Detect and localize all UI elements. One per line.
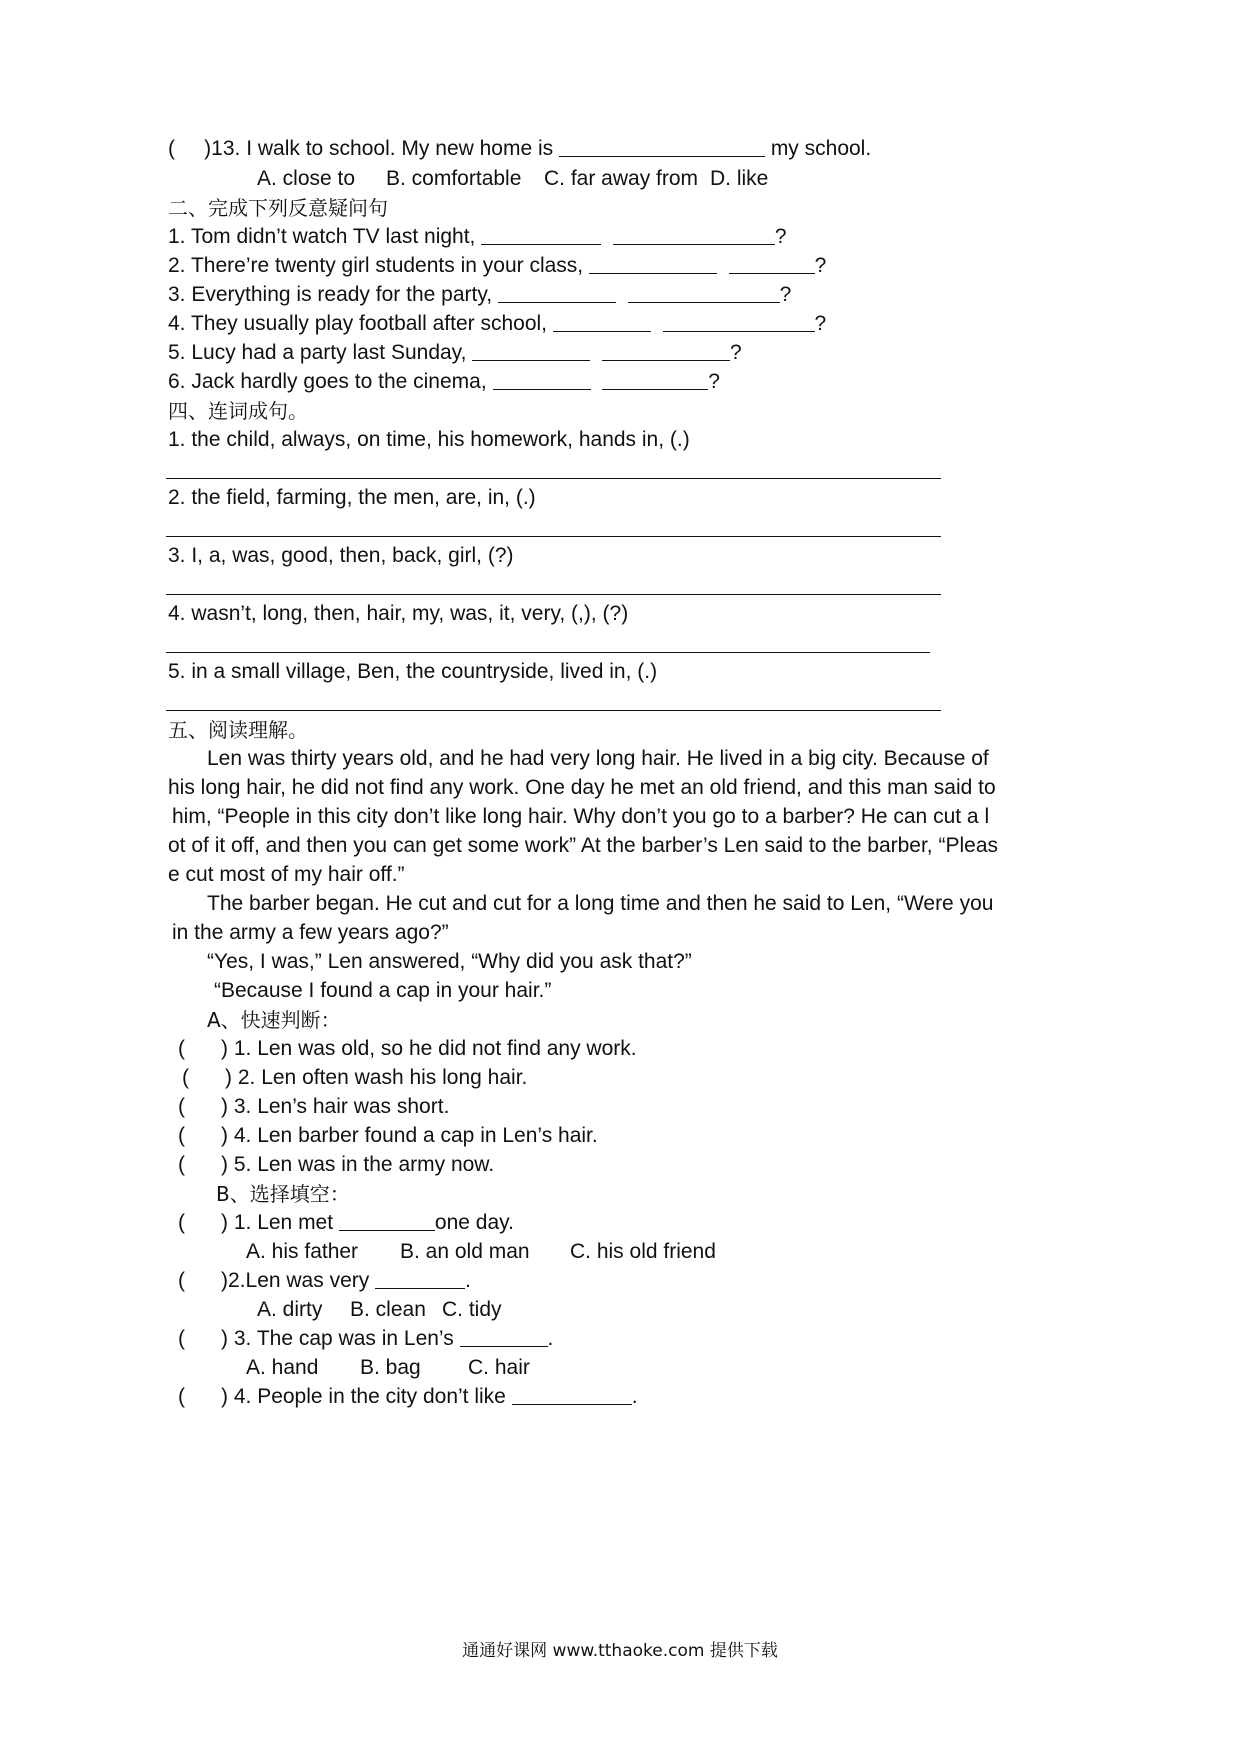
answer-blank[interactable]: [375, 1268, 465, 1289]
choice-1-option-b: B. an old man: [400, 1240, 530, 1263]
choice-stem: 3. The cap was in Len’s: [233, 1327, 460, 1350]
paren-close: ): [221, 1327, 228, 1350]
section-2-title: 二、完成下列反意疑问句: [168, 196, 388, 220]
passage-line-1: Len was thirty years old, and he had very long hair. He lived in a big city. Because of: [207, 747, 989, 770]
choice-3-option-b: B. bag: [360, 1356, 421, 1379]
word-order-item-2: 2. the field, farming, the men, are, in, (.): [168, 486, 536, 509]
answer-blank[interactable]: [493, 369, 591, 390]
answer-line[interactable]: [166, 652, 930, 653]
paren-close: ): [221, 1037, 228, 1060]
answer-line[interactable]: [166, 536, 941, 537]
tag-question-6: [168, 369, 720, 395]
choice-item-3: [178, 1326, 553, 1352]
answer-blank[interactable]: [613, 224, 775, 245]
question-13: [168, 136, 871, 162]
word-order-item-1: 1. the child, always, on time, his homework, hands in, (.): [168, 428, 690, 451]
q13-option-b: B. comfortable: [386, 167, 522, 190]
passage-line-8: “Yes, I was,” Len answered, “Why did you ask that?”: [207, 950, 692, 973]
judge-item-3: [178, 1094, 449, 1120]
question-stem-end: my school.: [764, 137, 872, 160]
paren-close: ): [221, 1385, 228, 1408]
tag-question-text: 5. Lucy had a party last Sunday,: [168, 341, 473, 364]
answer-paren: ( ): [168, 137, 212, 160]
paren-close: ): [225, 1066, 232, 1089]
tag-question-2: [168, 253, 826, 279]
choice-stem-end: .: [547, 1327, 554, 1350]
answer-line[interactable]: [166, 478, 941, 479]
question-mark: ?: [814, 312, 827, 335]
question-mark: ?: [708, 370, 720, 393]
answer-blank[interactable]: [498, 282, 616, 303]
choice-2-option-c: C. tidy: [442, 1298, 502, 1321]
tag-question-text: 6. Jack hardly goes to the cinema,: [168, 370, 493, 393]
question-mark: ?: [774, 225, 787, 248]
paren-close: ): [221, 1269, 228, 1292]
question-stem: 13. I walk to school. My new home is: [211, 137, 559, 160]
tag-question-5: [168, 340, 742, 366]
q13-option-d: D. like: [710, 167, 769, 190]
judge-item-2: [182, 1065, 527, 1091]
tag-question-4: [168, 311, 826, 337]
choice-3-option-a: A. hand: [246, 1356, 319, 1379]
question-mark: ?: [779, 283, 792, 306]
passage-line-4: ot of it off, and then you can get some work” At the barber’s Len said to the barber, “Pleas: [168, 834, 999, 857]
answer-blank[interactable]: [589, 253, 717, 274]
passage-line-5: e cut most of my hair off.”: [168, 863, 405, 886]
answer-blank[interactable]: [472, 340, 590, 361]
choice-2-option-b: B. clean: [350, 1298, 426, 1321]
tag-question-1: [168, 224, 787, 250]
choice-2-option-a: A. dirty: [257, 1298, 323, 1321]
choice-3-option-c: C. hair: [468, 1356, 530, 1379]
paren-open: (: [178, 1124, 185, 1147]
paren-open: (: [178, 1327, 185, 1350]
part-b-title: B、选择填空：: [216, 1182, 350, 1206]
judge-item-4: [178, 1123, 598, 1149]
choice-1-option-c: C. his old friend: [570, 1240, 716, 1263]
choice-stem: 4. People in the city don’t like: [233, 1385, 512, 1408]
answer-blank[interactable]: [628, 282, 780, 303]
paren-open: (: [178, 1153, 185, 1176]
passage-line-9: “Because I found a cap in your hair.”: [214, 979, 552, 1002]
page-footer: 通通好课网 www.tthaoke.com 提供下载: [462, 1641, 778, 1661]
paren-open: (: [178, 1095, 185, 1118]
choice-stem-end: .: [465, 1269, 471, 1292]
paren-close: ): [221, 1095, 228, 1118]
choice-1-option-a: A. his father: [246, 1240, 359, 1263]
paren-close: ): [221, 1153, 228, 1176]
tag-question-3: [168, 282, 791, 308]
paren-close: ): [221, 1211, 228, 1234]
answer-blank[interactable]: [663, 311, 815, 332]
section-4-title: 四、连词成句。: [168, 399, 308, 423]
passage-line-3: him, “People in this city don’t like long hair. Why don’t you go to a barber? He can cut a l: [172, 805, 990, 828]
passage-line-2: his long hair, he did not find any work. One day he met an old friend, and this man said to: [168, 776, 996, 799]
answer-blank[interactable]: [481, 224, 601, 245]
choice-stem-end: .: [631, 1385, 638, 1408]
choice-stem-end: one day.: [434, 1211, 514, 1234]
paren-open: (: [178, 1385, 185, 1408]
judge-text: 4. Len barber found a cap in Len’s hair.: [233, 1124, 598, 1147]
judge-item-1: [178, 1036, 637, 1062]
word-order-item-4: 4. wasn’t, long, then, hair, my, was, it, very, (,), (?): [168, 602, 629, 625]
choice-stem: 2.Len was very: [228, 1269, 376, 1292]
answer-blank[interactable]: [602, 369, 708, 390]
word-order-item-3: 3. I, a, was, good, then, back, girl, (?): [168, 544, 514, 567]
judge-item-5: [178, 1152, 494, 1178]
judge-text: 2. Len often wash his long hair.: [237, 1066, 528, 1089]
paren-open: (: [178, 1211, 185, 1234]
answer-blank[interactable]: [460, 1326, 548, 1347]
part-a-title: A、快速判断：: [207, 1008, 341, 1032]
paren-close: ): [221, 1124, 228, 1147]
paren-open: (: [178, 1037, 185, 1060]
tag-question-text: 4. They usually play football after school,: [168, 312, 553, 335]
answer-blank[interactable]: [602, 340, 730, 361]
section-5-title: 五、阅读理解。: [168, 718, 308, 742]
answer-line[interactable]: [166, 710, 941, 711]
question-mark: ?: [729, 341, 742, 364]
answer-blank[interactable]: [339, 1210, 435, 1231]
answer-blank[interactable]: [729, 253, 815, 274]
tag-question-text: 2. There’re twenty girl students in your class,: [168, 254, 589, 277]
choice-item-1: [178, 1210, 514, 1236]
word-order-item-5: 5. in a small village, Ben, the countryside, lived in, (.): [168, 660, 658, 683]
choice-item-4: [178, 1384, 638, 1410]
paren-open: (: [178, 1269, 185, 1292]
answer-blank[interactable]: [553, 311, 651, 332]
tag-question-text: 3. Everything is ready for the party,: [168, 283, 498, 306]
q13-option-c: C. far away from: [544, 167, 699, 190]
answer-blank[interactable]: [559, 136, 765, 157]
choice-stem: 1. Len met: [233, 1211, 339, 1234]
judge-text: 1. Len was old, so he did not find any work.: [233, 1037, 637, 1060]
answer-line[interactable]: [166, 594, 941, 595]
answer-blank[interactable]: [512, 1384, 632, 1405]
paren-open: (: [182, 1066, 189, 1089]
question-mark: ?: [814, 254, 827, 277]
q13-option-a: A. close to: [257, 167, 356, 190]
choice-item-2: [178, 1268, 471, 1294]
judge-text: 3. Len’s hair was short.: [233, 1095, 450, 1118]
passage-line-7: in the army a few years ago?”: [172, 921, 449, 944]
passage-line-6: The barber began. He cut and cut for a long time and then he said to Len, “Were you: [207, 892, 994, 915]
judge-text: 5. Len was in the army now.: [233, 1153, 495, 1176]
tag-question-text: 1. Tom didn’t watch TV last night,: [168, 225, 482, 248]
